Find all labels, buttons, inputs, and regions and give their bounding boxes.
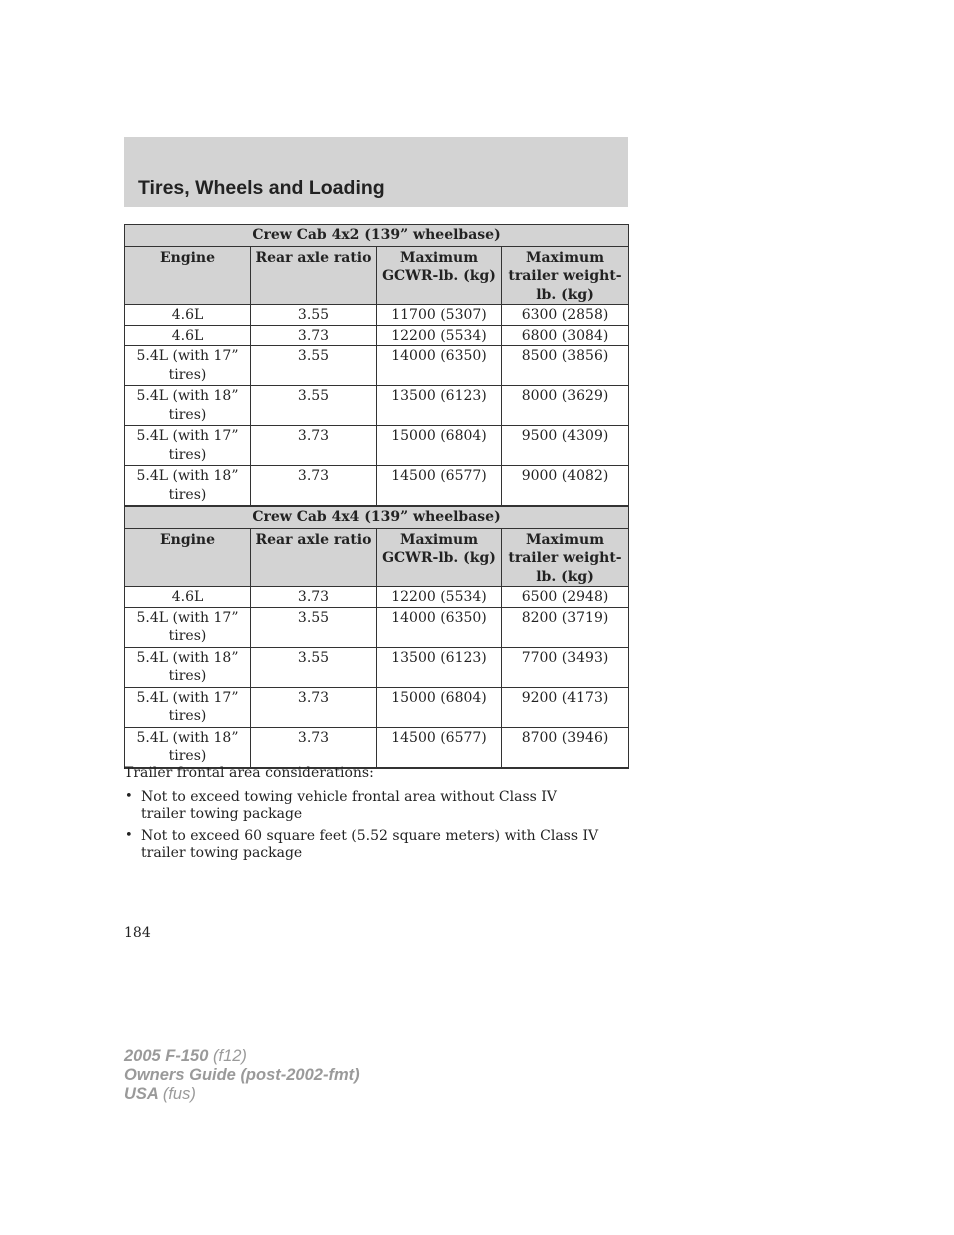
footer-line-market [124, 1085, 360, 1104]
cell-gcwr: 14000 (6350) [377, 346, 502, 386]
cell-engine: 4.6L [125, 587, 251, 608]
table-title-row [125, 507, 629, 529]
table-header-row [125, 528, 629, 587]
section-header-band [124, 137, 628, 207]
footer-guide: Owners Guide (post-2002-fmt) [124, 1066, 360, 1084]
cell-gcwr: 12200 (5534) [377, 587, 502, 608]
cell-axle-ratio: 3.55 [251, 607, 377, 647]
frontal-area-note: Trailer frontal area considerations: [124, 765, 374, 781]
list-item-text: Not to exceed 60 square feet (5.52 square meters) with Class IV trailer towing package [141, 828, 599, 861]
cell-trailer-weight: 8700 (3946) [502, 727, 629, 768]
cell-gcwr: 13500 (6123) [377, 386, 502, 426]
cell-engine: 5.4L (with 17” tires) [125, 346, 251, 386]
table-row [125, 466, 629, 507]
column-header-trailer-weight: Maximum trailer weight-lb. (kg) [502, 528, 629, 587]
cell-axle-ratio: 3.73 [251, 466, 377, 507]
cell-trailer-weight: 6300 (2858) [502, 305, 629, 326]
table-row [125, 305, 629, 326]
document-footer [124, 1047, 360, 1104]
cell-trailer-weight: 9200 (4173) [502, 687, 629, 727]
cell-trailer-weight: 7700 (3493) [502, 647, 629, 687]
cell-trailer-weight: 9000 (4082) [502, 466, 629, 507]
cell-axle-ratio: 3.55 [251, 305, 377, 326]
cell-trailer-weight: 8200 (3719) [502, 607, 629, 647]
table-row [125, 426, 629, 466]
cell-engine: 5.4L (with 18” tires) [125, 647, 251, 687]
cell-engine: 5.4L (with 17” tires) [125, 607, 251, 647]
cell-gcwr: 13500 (6123) [377, 647, 502, 687]
list-item-text: Not to exceed towing vehicle frontal area without Class IV trailer towing package [141, 789, 557, 822]
footer-model: 2005 F-150 [124, 1047, 209, 1065]
cell-engine: 5.4L (with 18” tires) [125, 727, 251, 768]
cell-gcwr: 12200 (5534) [377, 325, 502, 346]
page-number: 184 [124, 925, 151, 941]
cell-gcwr: 14500 (6577) [377, 727, 502, 768]
towing-table-4x2 [124, 224, 629, 507]
cell-engine: 5.4L (with 18” tires) [125, 386, 251, 426]
table-row [125, 386, 629, 426]
table-row [125, 325, 629, 346]
table-title: Crew Cab 4x4 (139” wheelbase) [125, 507, 629, 529]
cell-axle-ratio: 3.55 [251, 647, 377, 687]
table-header-row [125, 246, 629, 305]
list-item [124, 828, 604, 861]
towing-table-4x4 [124, 506, 629, 769]
cell-engine: 5.4L (with 17” tires) [125, 426, 251, 466]
frontal-area-list [124, 789, 604, 867]
cell-axle-ratio: 3.73 [251, 587, 377, 608]
cell-gcwr: 15000 (6804) [377, 687, 502, 727]
footer-market: USA [124, 1085, 159, 1103]
list-item [124, 789, 604, 822]
cell-axle-ratio: 3.73 [251, 325, 377, 346]
table-row [125, 687, 629, 727]
cell-axle-ratio: 3.73 [251, 687, 377, 727]
column-header-axle-ratio: Rear axle ratio [251, 528, 377, 587]
cell-gcwr: 14000 (6350) [377, 607, 502, 647]
cell-trailer-weight: 6500 (2948) [502, 587, 629, 608]
footer-market-code: (fus) [162, 1085, 196, 1103]
footer-line-guide [124, 1066, 360, 1085]
cell-axle-ratio: 3.55 [251, 346, 377, 386]
column-header-engine: Engine [125, 528, 251, 587]
table-row [125, 346, 629, 386]
column-header-trailer-weight: Maximum trailer weight-lb. (kg) [502, 246, 629, 305]
cell-axle-ratio: 3.55 [251, 386, 377, 426]
cell-axle-ratio: 3.73 [251, 426, 377, 466]
section-title: Tires, Wheels and Loading [138, 177, 385, 199]
column-header-axle-ratio: Rear axle ratio [251, 246, 377, 305]
cell-axle-ratio: 3.73 [251, 727, 377, 768]
footer-line-model [124, 1047, 360, 1066]
cell-trailer-weight: 6800 (3084) [502, 325, 629, 346]
column-header-gcwr: Maximum GCWR-lb. (kg) [377, 528, 502, 587]
bullet-icon: • [125, 789, 133, 804]
cell-gcwr: 14500 (6577) [377, 466, 502, 507]
bullet-icon: • [125, 828, 133, 843]
cell-engine: 5.4L (with 18” tires) [125, 466, 251, 507]
cell-trailer-weight: 9500 (4309) [502, 426, 629, 466]
cell-trailer-weight: 8000 (3629) [502, 386, 629, 426]
column-header-engine: Engine [125, 246, 251, 305]
footer-model-code: (f12) [213, 1047, 247, 1065]
cell-engine: 4.6L [125, 305, 251, 326]
column-header-gcwr: Maximum GCWR-lb. (kg) [377, 246, 502, 305]
cell-engine: 5.4L (with 17” tires) [125, 687, 251, 727]
cell-engine: 4.6L [125, 325, 251, 346]
table-row [125, 587, 629, 608]
cell-gcwr: 11700 (5307) [377, 305, 502, 326]
table-row [125, 607, 629, 647]
table-title-row [125, 225, 629, 247]
cell-gcwr: 15000 (6804) [377, 426, 502, 466]
cell-trailer-weight: 8500 (3856) [502, 346, 629, 386]
table-title: Crew Cab 4x2 (139” wheelbase) [125, 225, 629, 247]
table-row [125, 647, 629, 687]
table-row [125, 727, 629, 768]
